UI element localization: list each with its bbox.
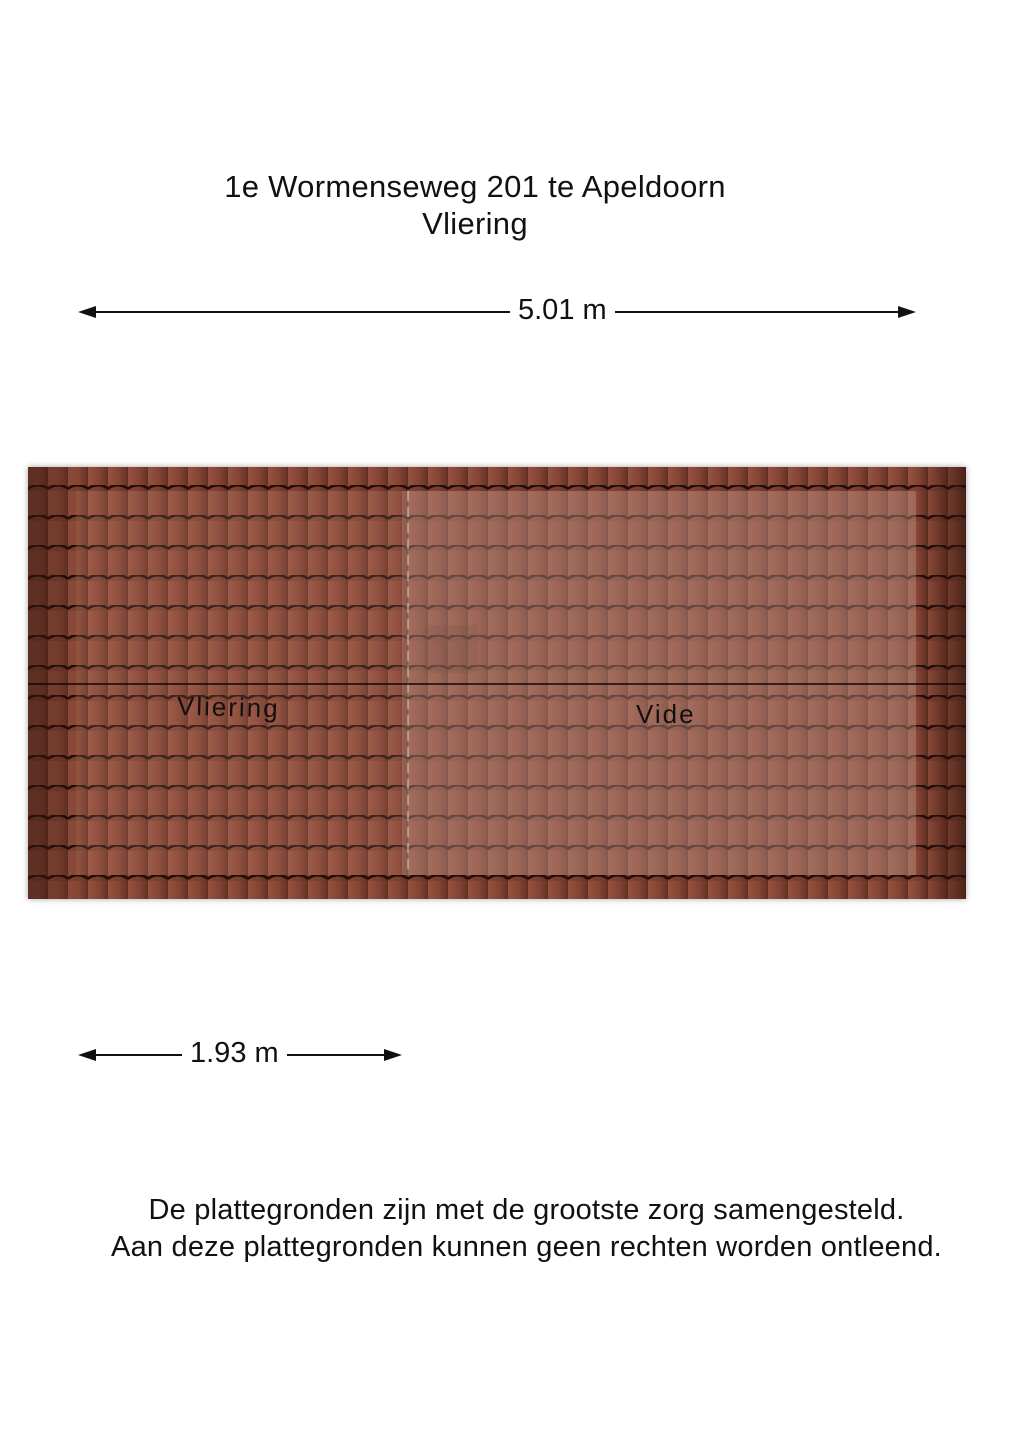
dimension-arrow-icon — [78, 296, 916, 326]
room-label-vliering: Vliering — [176, 690, 281, 724]
disclaimer-line-2: Aan deze plattegronden kunnen geen rechten worden ontleend. — [111, 1231, 942, 1263]
total-width-label: 5.01 m — [510, 294, 615, 326]
room-label-vide: Vide — [636, 699, 696, 729]
roof-plan — [28, 467, 966, 899]
plan-title: 1e Wormenseweg 201 te Apeldoorn — [224, 169, 726, 204]
disclaimer-line-1: De plattegronden zijn met de grootste zorg samengesteld. — [148, 1194, 905, 1226]
vliering-width-dimension — [78, 1039, 402, 1069]
vliering-width-label: 1.93 m — [182, 1037, 287, 1069]
floor-name: Vliering — [422, 206, 528, 241]
total-width-dimension — [78, 296, 916, 326]
roof-tiles-drawing — [28, 467, 966, 899]
